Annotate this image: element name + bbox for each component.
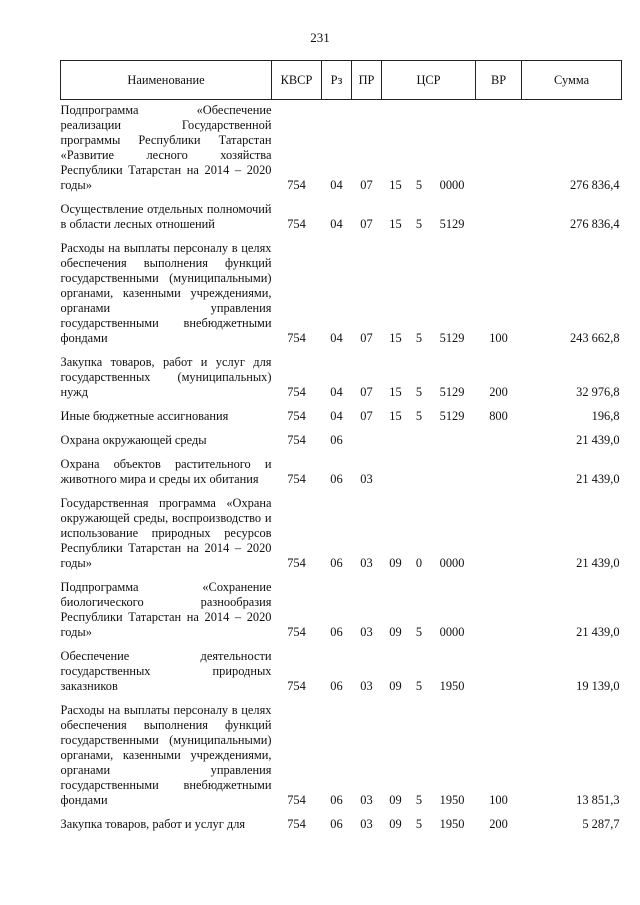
row-vr-cell: 800 bbox=[489, 409, 508, 423]
row-csr-subprogram-cell: 5 bbox=[415, 679, 423, 693]
header-name: Наименование bbox=[61, 61, 272, 100]
row-csr-direction-cell: 0000 bbox=[439, 178, 465, 192]
row-rz-cell: 06 bbox=[330, 472, 343, 486]
row-csr-direction-cell: 1950 bbox=[439, 679, 465, 693]
header-vr: ВР bbox=[476, 61, 522, 100]
row-csr-subprogram-cell bbox=[410, 430, 429, 448]
row-vr-cell: 100 bbox=[489, 331, 508, 345]
row-csr-direction-cell: 5129 bbox=[439, 331, 465, 345]
row-name-cell bbox=[61, 577, 272, 640]
row-csr-program-cell: 09 bbox=[389, 556, 402, 570]
header-csr: ЦСР bbox=[382, 61, 476, 100]
row-name-cell bbox=[61, 814, 272, 832]
row-csr-program-cell bbox=[382, 454, 410, 487]
row-rz-cell: 04 bbox=[330, 409, 343, 423]
table-row bbox=[61, 646, 622, 694]
row-name-text: Расходы на выплаты персоналу в целях обеспечения выполнения функций государственными (муниципальными) органами, казенными учреждениями, органами управления государственными внебюджетными фондами bbox=[60, 241, 272, 345]
table-row bbox=[61, 493, 622, 571]
row-vr-cell: 200 bbox=[489, 385, 508, 399]
row-sum-cell: 13 851,3 bbox=[576, 793, 620, 807]
row-csr-direction-cell: 5129 bbox=[439, 217, 465, 231]
row-sum-cell: 5 287,7 bbox=[582, 817, 620, 831]
table-row bbox=[61, 406, 622, 424]
row-csr-program-cell bbox=[382, 430, 410, 448]
row-name-cell bbox=[61, 493, 272, 571]
row-kvsr-cell: 754 bbox=[287, 679, 306, 693]
row-kvsr-cell: 754 bbox=[287, 556, 306, 570]
row-csr-direction-cell: 1950 bbox=[439, 817, 465, 831]
row-kvsr-cell: 754 bbox=[287, 472, 306, 486]
row-sum-cell: 32 976,8 bbox=[576, 385, 620, 399]
row-kvsr-cell: 754 bbox=[287, 433, 306, 447]
table-row bbox=[61, 454, 622, 487]
table-row bbox=[61, 814, 622, 832]
row-name-text: Расходы на выплаты персоналу в целях обеспечения выполнения функций государственными (муниципальными) органами, казенными учреждениями, органами управления государственными внебюджетными фондами bbox=[60, 703, 272, 807]
row-vr-cell bbox=[476, 577, 522, 640]
row-csr-program-cell: 09 bbox=[389, 793, 402, 807]
row-kvsr-cell: 754 bbox=[287, 385, 306, 399]
table-row bbox=[61, 430, 622, 448]
row-sum-cell: 243 662,8 bbox=[569, 331, 620, 345]
row-csr-direction-cell: 0000 bbox=[439, 556, 465, 570]
row-pr-cell: 03 bbox=[360, 679, 373, 693]
row-name-cell bbox=[61, 238, 272, 346]
row-kvsr-cell: 754 bbox=[287, 793, 306, 807]
row-name-text: Осуществление отдельных полномочий в области лесных отношений bbox=[60, 202, 272, 231]
row-pr-cell: 03 bbox=[360, 625, 373, 639]
row-pr-cell: 03 bbox=[360, 793, 373, 807]
row-name-text: Подпрограмма «Сохранение биологического разнообразия Республики Татарстан на 2014 – 2020 годы» bbox=[60, 580, 272, 639]
row-rz-cell: 04 bbox=[330, 178, 343, 192]
row-csr-subprogram-cell: 5 bbox=[415, 385, 423, 399]
row-vr-cell bbox=[476, 454, 522, 487]
header-sum: Сумма bbox=[522, 61, 622, 100]
row-csr-direction-cell bbox=[429, 430, 476, 448]
row-sum-cell: 21 439,0 bbox=[576, 556, 620, 570]
row-csr-subprogram-cell bbox=[410, 454, 429, 487]
row-sum-cell: 19 139,0 bbox=[576, 679, 620, 693]
row-kvsr-cell: 754 bbox=[287, 625, 306, 639]
row-pr-cell: 03 bbox=[360, 472, 373, 486]
row-csr-program-cell: 15 bbox=[389, 409, 402, 423]
table-row bbox=[61, 352, 622, 400]
row-name-text: Закупка товаров, работ и услуг для bbox=[60, 817, 246, 831]
row-name-cell bbox=[61, 199, 272, 232]
row-name-text: Охрана окружающей среды bbox=[60, 433, 207, 447]
row-kvsr-cell: 754 bbox=[287, 178, 306, 192]
row-csr-subprogram-cell: 5 bbox=[415, 178, 423, 192]
row-name-cell bbox=[61, 352, 272, 400]
row-name-cell bbox=[61, 646, 272, 694]
row-csr-subprogram-cell: 5 bbox=[415, 331, 423, 345]
row-csr-program-cell: 09 bbox=[389, 625, 402, 639]
row-kvsr-cell: 754 bbox=[287, 409, 306, 423]
row-csr-direction-cell: 5129 bbox=[439, 409, 465, 423]
header-pr: ПР bbox=[352, 61, 382, 100]
row-sum-cell: 21 439,0 bbox=[576, 472, 620, 486]
row-name-cell bbox=[61, 454, 272, 487]
row-sum-cell: 21 439,0 bbox=[576, 433, 620, 447]
row-name-text: Охрана объектов растительного и животного мира и среды их обитания bbox=[60, 457, 272, 486]
row-vr-cell bbox=[476, 493, 522, 571]
row-sum-cell: 276 836,4 bbox=[569, 178, 620, 192]
row-name-cell bbox=[61, 700, 272, 808]
row-kvsr-cell: 754 bbox=[287, 331, 306, 345]
row-name-cell bbox=[61, 100, 272, 194]
row-kvsr-cell: 754 bbox=[287, 217, 306, 231]
row-name-text: Обеспечение деятельности государственных природных заказников bbox=[60, 649, 272, 693]
row-csr-program-cell: 09 bbox=[389, 679, 402, 693]
table-row bbox=[61, 238, 622, 346]
row-csr-direction-cell bbox=[429, 454, 476, 487]
row-name-cell bbox=[61, 430, 272, 448]
table-row bbox=[61, 199, 622, 232]
row-pr-cell: 07 bbox=[360, 178, 373, 192]
row-pr-cell bbox=[352, 430, 382, 448]
row-vr-cell: 100 bbox=[489, 793, 508, 807]
row-rz-cell: 06 bbox=[330, 793, 343, 807]
row-csr-subprogram-cell: 5 bbox=[415, 793, 423, 807]
row-name-cell bbox=[61, 406, 272, 424]
row-vr-cell bbox=[476, 199, 522, 232]
row-rz-cell: 04 bbox=[330, 385, 343, 399]
row-vr-cell bbox=[476, 430, 522, 448]
header-rz: Рз bbox=[322, 61, 352, 100]
row-rz-cell: 04 bbox=[330, 331, 343, 345]
row-csr-subprogram-cell: 5 bbox=[415, 217, 423, 231]
row-pr-cell: 07 bbox=[360, 409, 373, 423]
table-header-row bbox=[61, 61, 622, 100]
row-name-text: Закупка товаров, работ и услуг для государственных (муниципальных) нужд bbox=[60, 355, 272, 399]
row-csr-direction-cell: 1950 bbox=[439, 793, 465, 807]
table-body bbox=[61, 100, 622, 833]
row-csr-program-cell: 15 bbox=[389, 385, 402, 399]
row-sum-cell: 21 439,0 bbox=[576, 625, 620, 639]
row-pr-cell: 03 bbox=[360, 817, 373, 831]
row-name-text: Подпрограмма «Обеспечение реализации Государственной программы Республики Татарстан «Развитие лесного хозяйства Республики Татарстан на 2014 – 2020 годы» bbox=[60, 103, 272, 192]
budget-table bbox=[60, 60, 622, 832]
row-vr-cell bbox=[476, 646, 522, 694]
row-rz-cell: 06 bbox=[330, 679, 343, 693]
row-csr-program-cell: 15 bbox=[389, 331, 402, 345]
row-name-text: Государственная программа «Охрана окружающей среды, воспроизводство и использование природных ресурсов Республики Татарстан на 2014 – 2020 годы» bbox=[60, 496, 272, 570]
row-csr-program-cell: 15 bbox=[389, 217, 402, 231]
row-rz-cell: 06 bbox=[330, 817, 343, 831]
row-rz-cell: 06 bbox=[330, 433, 343, 447]
row-csr-subprogram-cell: 5 bbox=[415, 409, 423, 423]
table-row bbox=[61, 100, 622, 194]
row-pr-cell: 07 bbox=[360, 331, 373, 345]
row-csr-program-cell: 09 bbox=[389, 817, 402, 831]
row-csr-direction-cell: 5129 bbox=[439, 385, 465, 399]
row-csr-subprogram-cell: 5 bbox=[415, 817, 423, 831]
row-pr-cell: 07 bbox=[360, 217, 373, 231]
table-row bbox=[61, 700, 622, 808]
row-sum-cell: 196,8 bbox=[591, 409, 620, 423]
row-csr-program-cell: 15 bbox=[389, 178, 402, 192]
row-pr-cell: 03 bbox=[360, 556, 373, 570]
row-csr-subprogram-cell: 5 bbox=[415, 625, 423, 639]
row-rz-cell: 04 bbox=[330, 217, 343, 231]
header-kvsr: КВСР bbox=[272, 61, 322, 100]
row-sum-cell: 276 836,4 bbox=[569, 217, 620, 231]
row-pr-cell: 07 bbox=[360, 385, 373, 399]
row-vr-cell bbox=[476, 100, 522, 194]
table-row bbox=[61, 577, 622, 640]
row-rz-cell: 06 bbox=[330, 625, 343, 639]
row-name-text: Иные бюджетные ассигнования bbox=[60, 409, 229, 423]
row-vr-cell: 200 bbox=[489, 817, 508, 831]
page-number: 231 bbox=[310, 30, 330, 45]
row-rz-cell: 06 bbox=[330, 556, 343, 570]
row-kvsr-cell: 754 bbox=[287, 817, 306, 831]
row-csr-subprogram-cell: 0 bbox=[415, 556, 423, 570]
row-csr-direction-cell: 0000 bbox=[439, 625, 465, 639]
